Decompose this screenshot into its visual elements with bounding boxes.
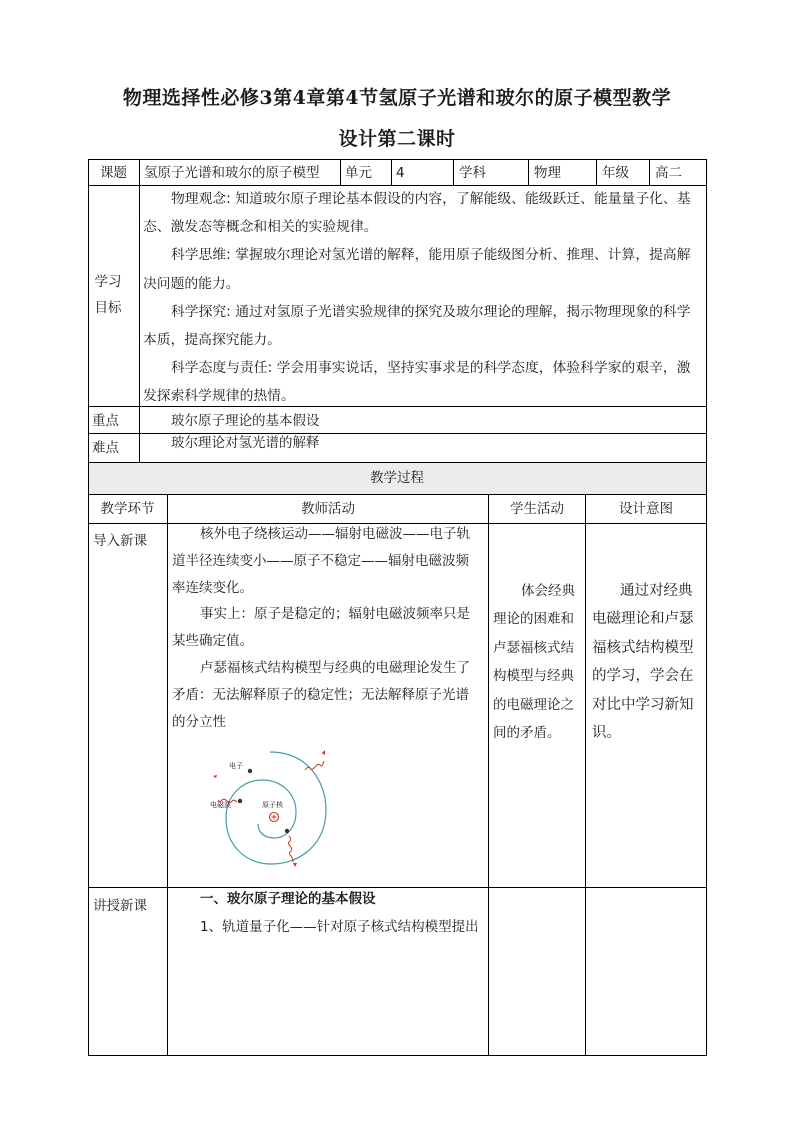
lecture-heading: 一、玻尔原子理论的基本假设 [200,891,376,907]
column-header-teacher: 教师活动 [301,501,355,517]
lecture-stage: 讲授新课 [93,898,147,914]
difficulty-value: 玻尔理论对氢光谱的解释 [171,435,320,451]
objectives-label-line2: 目标 [94,300,122,316]
key-point-value: 玻尔原子理论的基本假设 [171,413,320,429]
em-wave-arrow [289,836,294,862]
column-header-student: 学生活动 [510,501,564,517]
subject-label: 学科 [459,165,486,181]
intro-teacher-paragraph: 卢瑟福核式结构模型与经典的电磁理论发生了矛盾：无法解释原子的稳定性；无法解释原子光谱的分立性 [172,659,470,730]
atom-spiral-figure [200,740,340,880]
objective-item: 科学思维: 掌握玻尔理论对氢光谱的解释，能用原子能级图分析、推理、计算，提高解决问题的能力。 [143,247,691,292]
process-header: 教学过程 [370,470,424,486]
column-header-intent: 设计意图 [619,501,673,517]
objectives-label-line1: 学习 [94,274,122,290]
objective-item: 科学探究: 通过对氢原子光谱实验规律的探究及玻尔理论的理解，揭示物理现象的科学本质，提高探究能力。 [143,303,691,349]
figure-label-electron: 电子 [229,762,243,770]
topic-label: 课题 [100,165,127,181]
document-title-line2: 设计第二课时 [338,128,456,150]
intro-design-intent: 通过对经典电磁理论和卢瑟福核式结构模型的学习，学会在对比中学习新知识。 [592,583,694,742]
figure-label-nucleus: 原子核 [262,801,283,809]
intro-teacher-paragraph: 事实上：原子是稳定的；辐射电磁波频率只是某些确定值。 [172,606,470,650]
key-point-label: 重点 [92,413,119,429]
grade-label: 年级 [602,165,629,181]
objectives-label [88,269,128,321]
intro-stage: 导入新课 [93,533,147,549]
objective-item: 物理观念: 知道玻尔原子理论基本假设的内容，了解能级、能级跃迁、能量量子化、基态、激发态等概念和相关的实验规律。 [143,191,691,236]
objective-item: 科学态度与责任: 学会用事实说话，坚持实事求是的科学态度，体验科学家的艰辛，激发探索科学规律的热情。 [143,360,691,405]
column-header-stage: 教学环节 [100,501,155,517]
intro-teacher-activity [172,521,482,735]
objectives-list [143,185,703,411]
lecture-item-1: 1、轨道量子化——针对原子核式结构模型提出 [200,919,479,935]
grade-value: 高二 [655,165,682,181]
electron-dot-icon [238,799,242,803]
topic-value: 氢原子光谱和玻尔的原子模型 [144,165,320,181]
electron-dot-icon [285,829,289,833]
intro-student-activity: 体会经典理论的困难和卢瑟福核式结构模型与经典的电磁理论之间的矛盾。 [493,583,575,742]
document-title-line1: 物理选择性必修3第4章第4节氢原子光谱和玻尔的原子模型教学 [122,87,672,109]
difficulty-label: 难点 [92,440,119,456]
intro-teacher-paragraph: 核外电子绕核运动——辐射电磁波——电子轨道半径连续变小——原子不稳定——辐射电磁波频率连续变化。 [172,526,470,596]
figure-label-wave: 电磁波 [210,801,231,809]
unit-value: 4 [396,165,405,181]
subject-value: 物理 [534,165,561,181]
electron-dot-icon [248,769,252,773]
unit-label: 单元 [345,165,372,181]
